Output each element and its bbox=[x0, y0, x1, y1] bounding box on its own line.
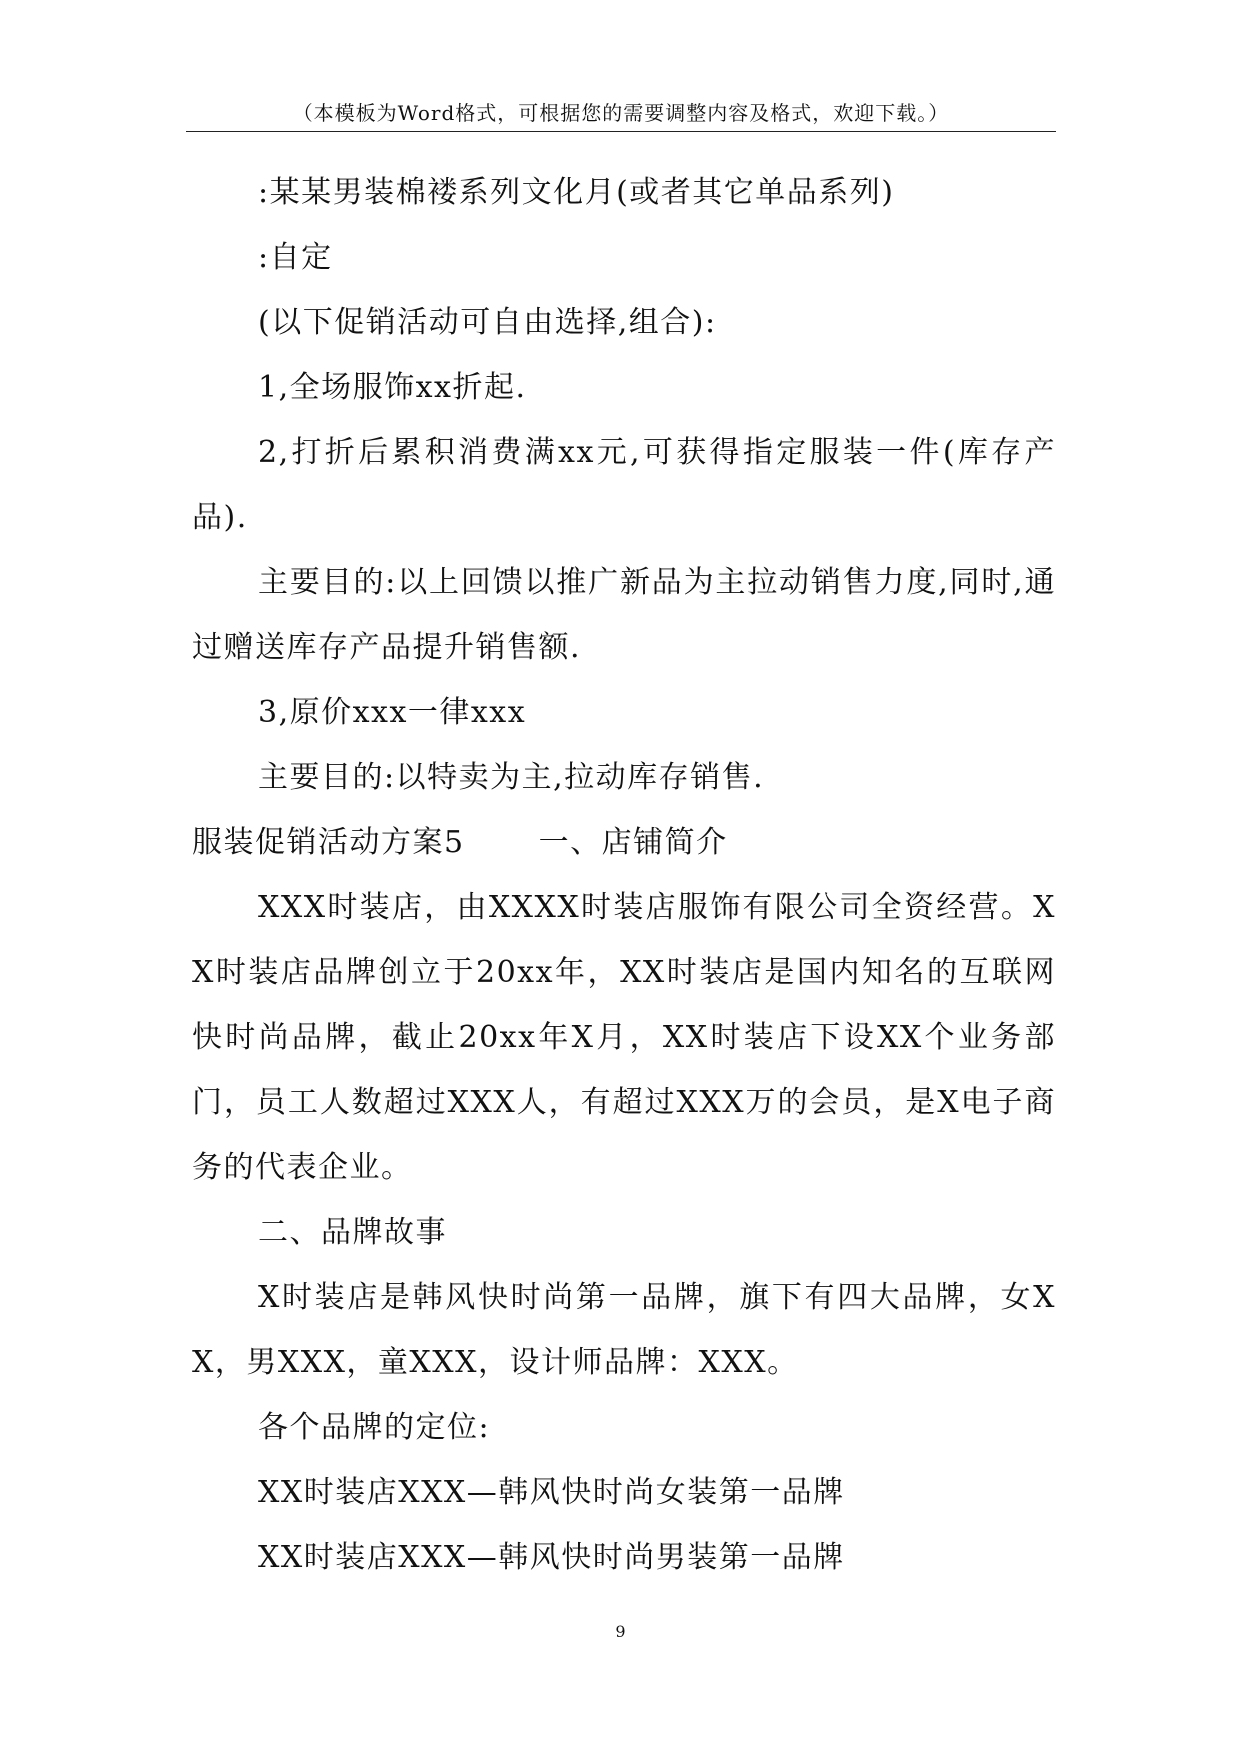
section-heading-store-intro: 一、店铺简介 bbox=[538, 825, 728, 860]
paragraph-purpose-1: 主要目的:以上回馈以推广新品为主拉动销售力度,同时,通过赠送库存产品提升销售额. bbox=[192, 565, 1056, 665]
paragraph-custom: :自定 bbox=[258, 240, 333, 275]
paragraph-campaign-title: :某某男装棉褛系列文化月(或者其它单品系列) bbox=[258, 175, 895, 210]
paragraph-store-intro: XXX时装店，由XXXX时装店服饰有限公司全资经营。XX时装店品牌创立于20xx年，XX时装店是国内知名的互联网快时尚品牌，截止20xx年X月，XX时装店下设XX个业务部门，员工人数超过XXX人，有超过XXX万的会员，是X电子商务的代表企业。 bbox=[192, 890, 1056, 1185]
section-title-line bbox=[192, 810, 1056, 875]
section-heading-brand-story: 二、品牌故事 bbox=[258, 1215, 447, 1250]
paragraph-options-intro: (以下促销活动可自由选择,组合): bbox=[258, 305, 717, 340]
page-number: 9 bbox=[615, 1622, 626, 1641]
paragraph-brand-women: XX时装店XXX—韩风快时尚女装第一品牌 bbox=[258, 1475, 845, 1510]
page-header-note: （本模板为Word格式，可根据您的需要调整内容及格式，欢迎下载。） bbox=[292, 101, 950, 125]
paragraph-item-1: 1,全场服饰xx折起. bbox=[258, 370, 527, 405]
paragraph-item-2: 2,打折后累积消费满xx元,可获得指定服装一件(库存产品). bbox=[192, 435, 1056, 535]
paragraph-brand-positioning: 各个品牌的定位: bbox=[258, 1410, 491, 1445]
paragraph-purpose-2: 主要目的:以特卖为主,拉动库存销售. bbox=[258, 760, 765, 795]
document-body bbox=[192, 160, 1056, 1590]
paragraph-brand-men: XX时装店XXX—韩风快时尚男装第一品牌 bbox=[258, 1540, 845, 1575]
paragraph-item-3: 3,原价xxx一律xxx bbox=[258, 695, 527, 730]
paragraph-brand-story: X时装店是韩风快时尚第一品牌，旗下有四大品牌，女XX，男XXX，童XXX，设计师品牌：XXX。 bbox=[192, 1280, 1056, 1380]
section-title: 服装促销活动方案5 bbox=[192, 825, 465, 860]
header-divider bbox=[186, 131, 1056, 132]
